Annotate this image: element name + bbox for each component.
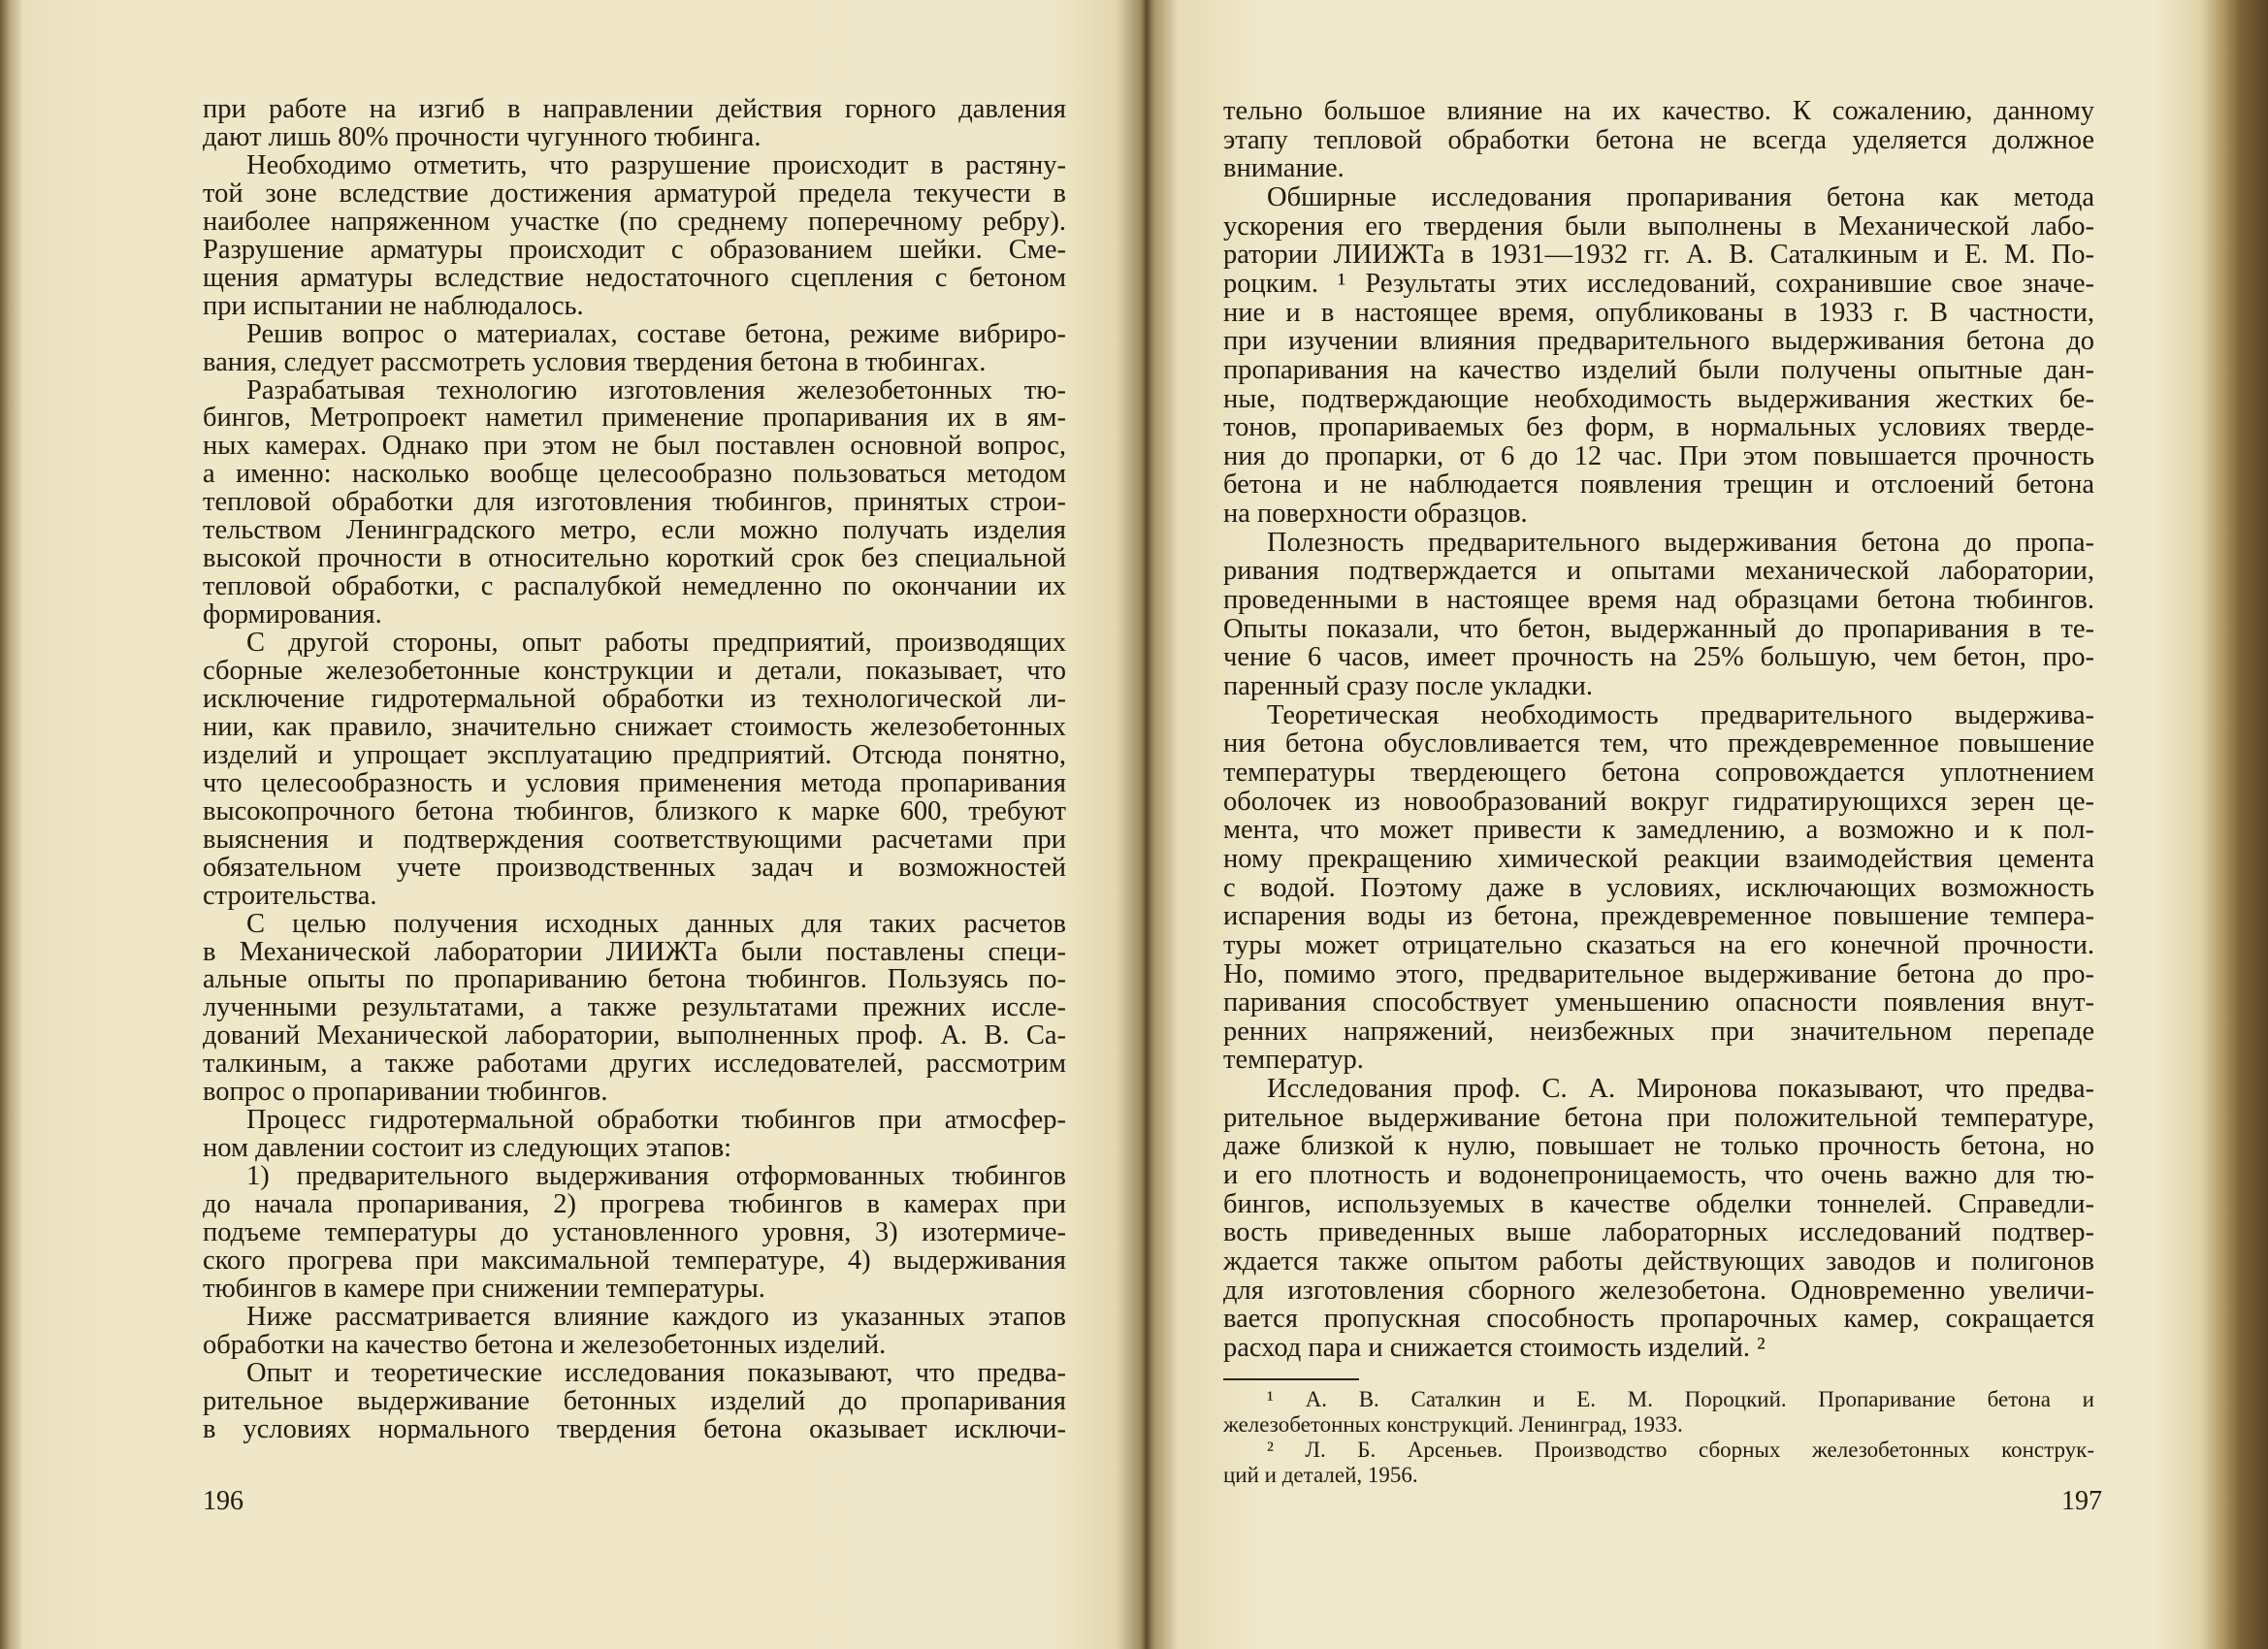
text-line: ные, подтверждающие необходимость выдерживания жестких бе- <box>1223 383 2094 414</box>
text-line: Исследования проф. С. А. Миронова показывают, что предва- <box>1267 1074 2094 1105</box>
text-line: дований Механической лаборатории, выполненных проф. А. В. Са- <box>203 1020 1066 1051</box>
text-line: Опыты показали, что бетон, выдержанный до пропаривания в те- <box>1223 613 2094 644</box>
text-line: пропаривания на качество изделий были получены опытные дан- <box>1223 354 2094 385</box>
text-line: лученными результатами, а также результатами прежних иссле- <box>203 992 1066 1023</box>
footnote-line: ций и деталей, 1956. <box>1223 1463 1418 1487</box>
text-line: ных камерах. Однако при этом не был поставлен основной вопрос, <box>203 431 1066 462</box>
text-line: роцким. ¹ Результаты этих исследований, сохранившие свое значе- <box>1223 268 2094 299</box>
page-number-right: 197 <box>2061 1486 2102 1516</box>
text-line: Решив вопрос о материалах, составе бетона, режиме вибриро- <box>246 318 1066 349</box>
text-line: Ниже рассматривается влияние каждого из указанных этапов <box>246 1301 1066 1332</box>
text-line: бингов, Метропроект наметил применение пропаривания их в ям- <box>203 403 1066 434</box>
text-line: С другой стороны, опыт работы предприятий, производящих <box>246 628 1066 659</box>
text-line: паренный сразу после укладки. <box>1223 671 1593 701</box>
text-line: в условиях нормального твердения бетона оказывает исключи- <box>203 1413 1066 1444</box>
footnote-line: ² Л. Б. Арсеньев. Производство сборных железобетонных конструк- <box>1267 1438 2094 1462</box>
text-line: ному прекращению химической реакции взаимодействия цемента <box>1223 843 2094 874</box>
text-line: с водой. Поэтому даже в условиях, исключающих возможность <box>1223 872 2094 903</box>
text-line: строительства. <box>203 880 377 911</box>
footnote-line: ¹ А. В. Саталкин и Е. М. Пороцкий. Пропаривание бетона и <box>1267 1387 2094 1411</box>
text-line: температур. <box>1223 1045 1364 1076</box>
text-line: внимание. <box>1223 153 1345 184</box>
text-line: оболочек из новообразований вокруг гидратирующихся зерен це- <box>1223 786 2094 817</box>
text-line: сборные железобетонные конструкции и детали, показывает, что <box>203 656 1066 686</box>
text-line: бетона и не наблюдается появления трещин и отслоений бетона <box>1223 469 2094 501</box>
text-line: дают лишь 80% прочности чугунного тюбинга. <box>203 121 761 152</box>
text-line: вания, следует рассмотреть условия твердения бетона в тюбингах. <box>203 346 987 377</box>
text-line: обработки на качество бетона и железобетонных изделий. <box>203 1329 887 1360</box>
text-line: Разрабатывая технологию изготовления железобетонных тю- <box>246 374 1066 405</box>
text-line: тепловой обработки, с распалубкой немедленно по окончании их <box>203 571 1066 602</box>
text-line: подъеме температуры до установленного уровня, 3) изотермиче- <box>203 1217 1066 1247</box>
footnote-separator <box>1223 1378 1359 1380</box>
text-line: ускорения его твердения были выполнены в Механической лабо- <box>1223 210 2094 242</box>
text-line: до начала пропаривания, 2) прогрева тюбингов в камерах при <box>203 1189 1066 1220</box>
text-line: ренних напряжений, неизбежных при значительном перепаде <box>1223 1016 2094 1047</box>
text-line: ского прогрева при максимальной температуре, 4) выдерживания <box>203 1245 1066 1276</box>
text-line: ратории ЛИИЖТа в 1931—1932 гг. А. В. Саталкиным и Е. М. По- <box>1223 240 2094 271</box>
text-line: Процесс гидротермальной обработки тюбингов при атмосфер- <box>246 1105 1066 1136</box>
text-line: рительное выдерживание бетонных изделий до пропаривания <box>203 1385 1066 1416</box>
text-line: наиболее напряженном участке (по среднему поперечному ребру). <box>203 206 1066 237</box>
text-line: тепловой обработки для изготовления тюбингов, принятых строи- <box>203 487 1066 518</box>
text-line: Опыт и теоретические исследования показывают, что предва- <box>246 1357 1066 1388</box>
text-line: ния бетона обусловливается тем, что преждевременное повышение <box>1223 728 2094 760</box>
text-line: рительное выдерживание бетона при положительной температуре, <box>1223 1102 2094 1133</box>
text-line: тельством Ленинградского метро, если можно получать изделия <box>203 515 1066 546</box>
text-line: тюбингов в камере при снижении температуры. <box>203 1273 765 1304</box>
text-line: при работе на изгиб в направлении действия горного давления <box>203 94 1066 124</box>
text-line: тонов, пропариваемых без форм, в нормальных условиях тверде- <box>1223 412 2094 443</box>
text-line: 1) предварительного выдерживания отформованных тюбингов <box>246 1161 1066 1192</box>
text-line: проведенными в настоящее время над образцами бетона тюбингов. <box>1223 585 2094 616</box>
text-line: Разрушение арматуры происходит с образованием шейки. Сме- <box>203 234 1066 265</box>
text-line: Обширные исследования пропаривания бетона как метода <box>1267 181 2094 212</box>
text-line: бингов, используемых в качестве обделки тоннелей. Справедли- <box>1223 1188 2094 1219</box>
text-line: при изучении влияния предварительного выдерживания бетона до <box>1223 326 2094 357</box>
text-line: тельно большое влияние на их качество. К сожалению, данному <box>1223 96 2094 126</box>
text-line: высокой прочности в относительно короткий срок без специальной <box>203 543 1066 574</box>
text-line: температуры твердеющего бетона сопровождается уплотнением <box>1223 757 2094 788</box>
text-line: той зоне вследствие достижения арматурой предела текучести в <box>203 178 1066 209</box>
text-line: изделий и упрощает эксплуатацию предприятий. Отсюда понятно, <box>203 739 1066 770</box>
text-line: ривания подтверждается и опытами механической лаборатории, <box>1223 556 2094 587</box>
text-line: ждается также опытом работы действующих заводов и полигонов <box>1223 1246 2094 1277</box>
text-line: высокопрочного бетона тюбингов, близкого к марке 600, требуют <box>203 795 1066 826</box>
text-line: ном давлении состоит из следующих этапов: <box>203 1133 732 1164</box>
text-line: расход пара и снижается стоимость изделий. ² <box>1223 1332 1766 1363</box>
text-line: что целесообразность и условия применения метода пропаривания <box>203 767 1066 798</box>
text-line: исключение гидротермальной обработки из технологической ли- <box>203 683 1066 714</box>
text-line: а именно: насколько вообще целесообразно пользоваться методом <box>203 459 1066 490</box>
text-line: в Механической лаборатории ЛИИЖТа были поставлены специ- <box>203 936 1066 967</box>
text-line: Теоретическая необходимость предварительного выдержива- <box>1267 699 2094 730</box>
text-line: нии, как правило, значительно снижает стоимость железобетонных <box>203 711 1066 742</box>
text-line: вается пропускная способность пропарочных камер, сокращается <box>1223 1304 2094 1335</box>
text-line: паривания способствует уменьшению опасности появления внут- <box>1223 987 2094 1018</box>
text-line: даже близкой к нулю, повышает не только прочность бетона, но <box>1223 1131 2094 1162</box>
text-line: Полезность предварительного выдерживания бетона до пропа- <box>1267 527 2094 558</box>
text-line: талкиным, а также работами других исследователей, рассмотрим <box>203 1049 1066 1080</box>
text-line: при испытании не наблюдалось. <box>203 290 584 321</box>
text-line: щения арматуры вследствие недостаточного сцепления с бетоном <box>203 262 1066 293</box>
text-line: чение 6 часов, имеет прочность на 25% большую, чем бетон, про- <box>1223 642 2094 673</box>
text-line: и его плотность и водонепроницаемость, что очень важно для тю- <box>1223 1160 2094 1191</box>
text-line: испарения воды из бетона, преждевременное повышение темпера- <box>1223 901 2094 932</box>
footnote-line: железобетонных конструкций. Ленинград, 1933. <box>1223 1412 1683 1437</box>
text-line: Необходимо отметить, что разрушение происходит в растяну- <box>246 149 1066 180</box>
text-line: Но, помимо этого, предварительное выдерживание бетона до про- <box>1223 958 2094 989</box>
text-line: С целью получения исходных данных для таких расчетов <box>246 908 1066 939</box>
text-line: альные опыты по пропариванию бетона тюбингов. Пользуясь по- <box>203 964 1066 995</box>
text-line: вопрос о пропаривании тюбингов. <box>203 1077 608 1108</box>
text-line: для изготовления сборного железобетона. Одновременно увеличи- <box>1223 1275 2094 1306</box>
text-line: ния до пропарки, от 6 до 12 час. При этом повышается прочность <box>1223 440 2094 471</box>
text-line: ние и в настоящее время, опубликованы в 1933 г. В частности, <box>1223 297 2094 328</box>
text-line: туры может отрицательно сказаться на его конечной прочности. <box>1223 929 2094 960</box>
text-line: мента, что может привести к замедлению, а возможно и к пол- <box>1223 815 2094 846</box>
text-line: обязательном учете производственных задач и возможностей <box>203 852 1066 883</box>
text-line: формирования. <box>203 599 382 630</box>
text-line: выяснения и подтверждения соответствующими расчетами при <box>203 824 1066 855</box>
text-line: вость приведенных выше лабораторных исследований подтвер- <box>1223 1217 2094 1248</box>
text-line: этапу тепловой обработки бетона не всегда уделяется должное <box>1223 124 2094 155</box>
text-line: на поверхности образцов. <box>1223 499 1528 530</box>
page-number-left: 196 <box>203 1486 243 1516</box>
